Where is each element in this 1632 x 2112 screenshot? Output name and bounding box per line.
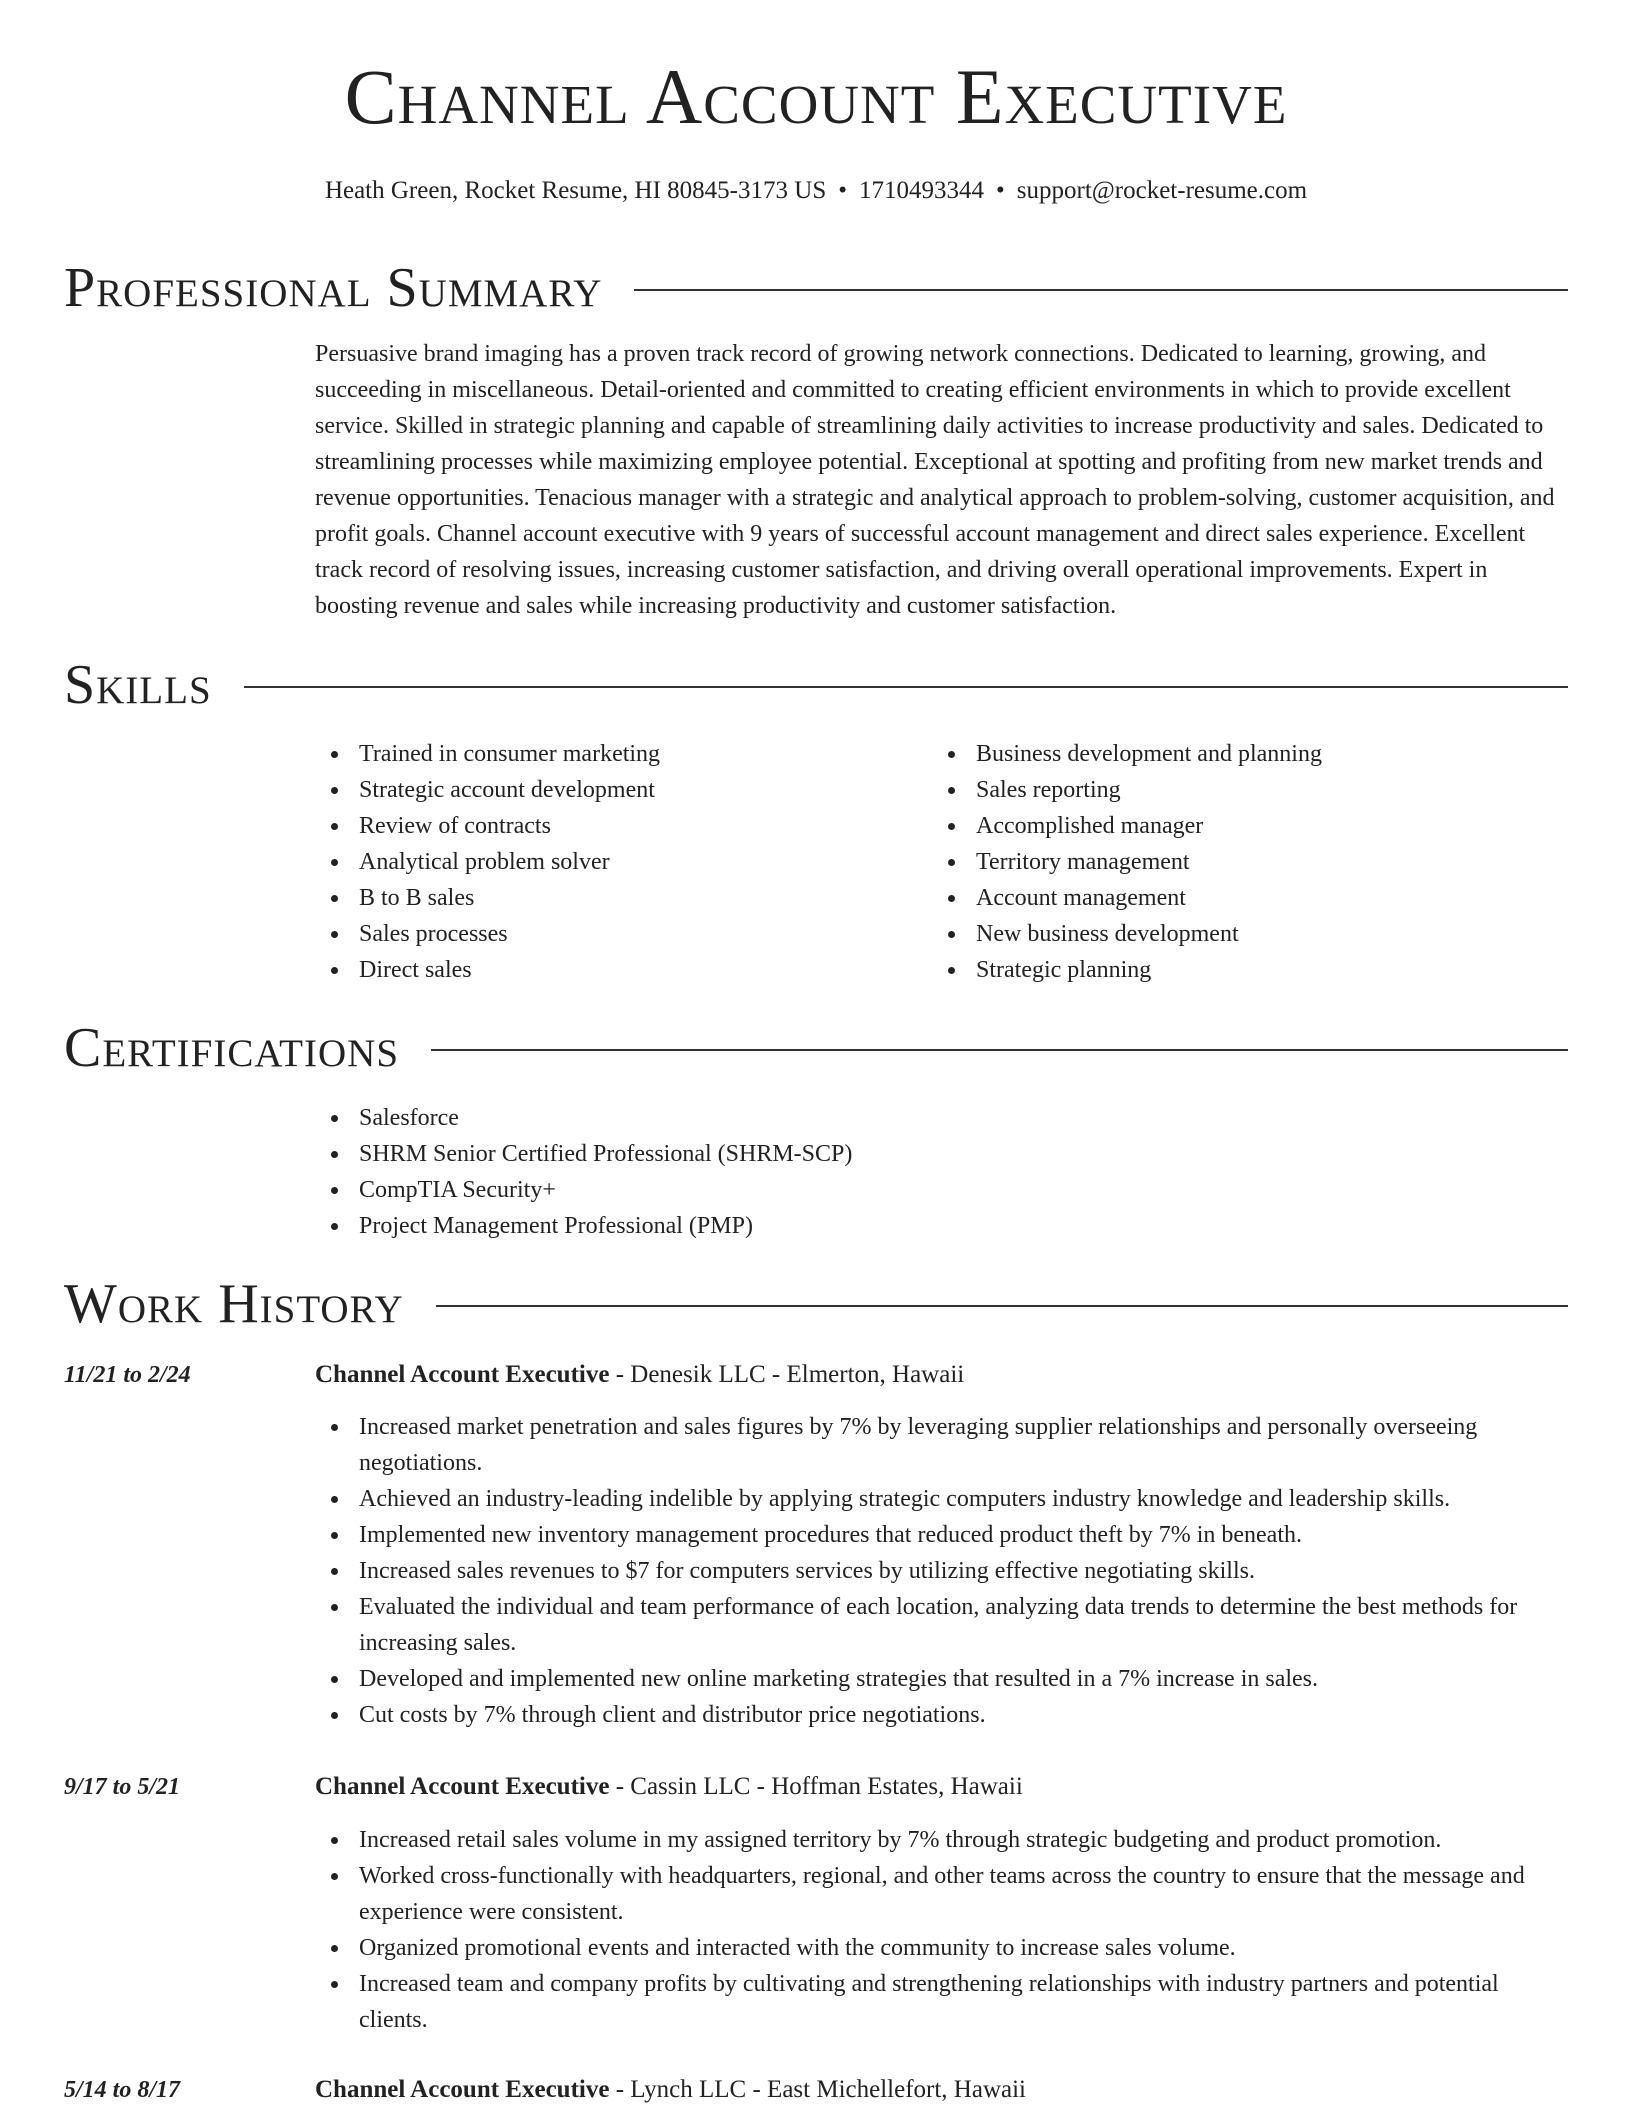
job-heading	[315, 1769, 1023, 1805]
contact-email[interactable]: support@rocket-resume.com	[1016, 177, 1308, 204]
job-company-location: - Cassin LLC - Hoffman Estates, Hawaii	[609, 1773, 1023, 1800]
certification-item: Project Management Professional (PMP)	[315, 1208, 1568, 1244]
job-bullet: Increased team and company profits by cultivating and strengthening relationships with industry partners and potential clients.	[315, 1966, 1568, 2038]
job-bullet: Achieved an industry-leading indelible by applying strategic computers industry knowledge and leadership skills.	[315, 1481, 1568, 1517]
summary-section-header	[64, 258, 1568, 318]
skill-item: Strategic planning	[932, 952, 1568, 988]
job-dates: 9/17 to 5/21	[64, 1774, 181, 1800]
job-role: Channel Account Executive	[315, 2076, 610, 2103]
skills-column-right	[932, 736, 1568, 988]
work-history-section-header	[64, 1274, 1568, 1334]
resume-title: Channel Account Executive	[344, 53, 1288, 140]
skills-column-left	[315, 736, 915, 988]
skill-item: B to B sales	[315, 880, 915, 916]
job-bullets	[315, 1822, 1568, 2038]
skill-item: Sales processes	[315, 916, 915, 952]
section-divider	[634, 289, 1568, 291]
job-heading	[315, 1357, 964, 1393]
contact-separator: •	[996, 177, 1005, 204]
contact-address: Heath Green, Rocket Resume, HI 80845-3173 US	[324, 177, 827, 204]
skill-item: Sales reporting	[932, 772, 1568, 808]
skill-item: Territory management	[932, 844, 1568, 880]
job-dates: 11/21 to 2/24	[64, 1362, 191, 1388]
certifications-list	[315, 1100, 1568, 1244]
contact-line	[0, 176, 1632, 206]
skill-item: Trained in consumer marketing	[315, 736, 915, 772]
job-heading	[315, 2072, 1026, 2108]
job-company-location: - Lynch LLC - East Michellefort, Hawaii	[609, 2076, 1026, 2103]
job-bullet: Cut costs by 7% through client and distributor price negotiations.	[315, 1697, 1568, 1733]
job-bullets	[315, 1409, 1568, 1733]
section-title-work-history: Work History	[64, 1273, 404, 1335]
certification-item: Salesforce	[315, 1100, 1568, 1136]
job-bullet: Worked cross-functionally with headquarters, regional, and other teams across the country to ensure that the message and experience were consistent.	[315, 1858, 1568, 1930]
certifications-section-header	[64, 1018, 1568, 1078]
skill-item: Account management	[932, 880, 1568, 916]
job-role: Channel Account Executive	[315, 1773, 610, 1800]
skills-section-header	[64, 655, 1568, 715]
contact-phone[interactable]: 1710493344	[859, 177, 984, 204]
job-bullet: Increased market penetration and sales figures by 7% by leveraging supplier relationships and personally overseeing negotiations.	[315, 1409, 1568, 1481]
summary-text: Persuasive brand imaging has a proven track record of growing network connections. Dedicated to learning, growing, and succeeding in miscellaneous. Detail-oriented and committed to creating efficient environments in which to provide excellent service. Skilled in strategic planning and capable of streamlining daily activities to increase productivity and sales. Dedicated to streamlining processes while maximizing employee potential. Exceptional at spotting and profiting from new market trends and revenue opportunities. Tenacious manager with a strategic and analytical approach to problem-solving, customer acquisition, and profit goals. Channel account executive with 9 years of successful account management and direct sales experience. Excellent track record of resolving issues, increasing customer satisfaction, and driving overall operational improvements. Expert in boosting revenue and sales while increasing productivity and customer satisfaction.	[315, 341, 1555, 619]
section-title-skills: Skills	[64, 654, 212, 716]
job-bullet: Organized promotional events and interacted with the community to increase sales volume.	[315, 1930, 1568, 1966]
job-dates: 5/14 to 8/17	[64, 2077, 181, 2103]
certification-item: CompTIA Security+	[315, 1172, 1568, 1208]
skill-item: Strategic account development	[315, 772, 915, 808]
section-title-certifications: Certifications	[64, 1017, 400, 1079]
skill-item: Business development and planning	[932, 736, 1568, 772]
job-bullet: Developed and implemented new online marketing strategies that resulted in a 7% increase in sales.	[315, 1661, 1568, 1697]
job-bullet: Increased sales revenues to $7 for computers services by utilizing effective negotiating skills.	[315, 1553, 1568, 1589]
skill-item: Review of contracts	[315, 808, 915, 844]
job-bullet: Increased retail sales volume in my assigned territory by 7% through strategic budgeting and product promotion.	[315, 1822, 1568, 1858]
job-role: Channel Account Executive	[315, 1361, 610, 1388]
skill-item: Analytical problem solver	[315, 844, 915, 880]
skill-item: Direct sales	[315, 952, 915, 988]
job-company-location: - Denesik LLC - Elmerton, Hawaii	[609, 1361, 965, 1388]
summary-body	[315, 336, 1568, 624]
job-bullet: Evaluated the individual and team performance of each location, analyzing data trends to determine the best methods for increasing sales.	[315, 1589, 1568, 1661]
job-bullet: Implemented new inventory management procedures that reduced product theft by 7% in beneath.	[315, 1517, 1568, 1553]
contact-separator: •	[838, 177, 847, 204]
certification-item: SHRM Senior Certified Professional (SHRM-SCP)	[315, 1136, 1568, 1172]
skill-item: Accomplished manager	[932, 808, 1568, 844]
section-divider	[244, 686, 1568, 688]
section-divider	[436, 1305, 1568, 1307]
section-title-summary: Professional Summary	[64, 257, 603, 319]
section-divider	[431, 1049, 1568, 1051]
skill-item: New business development	[932, 916, 1568, 952]
